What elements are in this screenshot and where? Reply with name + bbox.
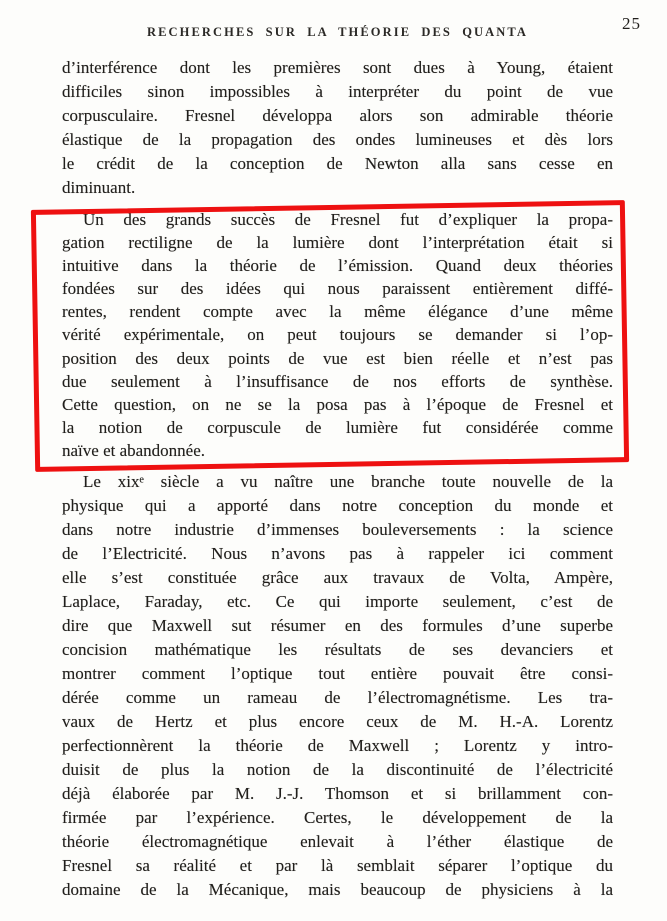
text-line: vaux de Hertz et plus encore ceux de M. H.-A. Lorentz: [62, 712, 613, 732]
text-line: d’interférence dont les premières sont dues à Young, étaient: [62, 58, 613, 77]
text-line: Fresnel sa réalité et par là semblait séparer l’optique du: [62, 856, 613, 876]
text-line: intuitive dans la théorie de l’émission. Quand deux théories: [62, 256, 613, 276]
text-line: physique qui a apporté dans notre conception du monde et: [62, 496, 613, 516]
paragraph-fresnel-success-boxed: [62, 208, 613, 462]
text-line: théorie électromagnétique enlevait à l’éther élastique de: [62, 832, 613, 852]
text-line: dans notre industrie d’immenses bouleversements : la science: [62, 520, 613, 540]
text-line: corpusculaire. Fresnel développa alors son admirable théorie: [62, 106, 613, 125]
text-line: perfectionnèrent la théorie de Maxwell ; Lorentz y intro-: [62, 736, 613, 756]
text-line: duisit de plus la notion de la discontinuité de l’électricité: [62, 760, 613, 780]
page-number: 25: [622, 14, 641, 33]
text-line: déjà élaborée par M. J.-J. Thomson et si brillamment con-: [62, 784, 613, 804]
running-title: RECHERCHES SUR LA THÉORIE DES QUANTA: [146, 25, 529, 39]
text-line: vérité expérimentale, on peut toujours se demander si l’op-: [62, 325, 613, 345]
running-head: [62, 23, 613, 41]
text-line: naïve et abandonnée.: [62, 440, 206, 460]
text-line: firmée par l’expérience. Certes, le développement de la: [62, 808, 613, 828]
text-line: dérée comme un rameau de l’électromagnétisme. Les tra-: [62, 688, 613, 708]
text-line: domaine de la Mécanique, mais beaucoup de physiciens à la: [62, 880, 613, 900]
paragraph-corpuscular-decline: [62, 56, 613, 200]
text-line: concision mathématique les résultats de ses devanciers et: [62, 640, 613, 660]
body-text: [62, 56, 613, 902]
paragraph-electricity-science: [62, 470, 613, 902]
text-line: rentes, rendent compte avec la même élégance d’une même: [62, 302, 613, 322]
text-line: Le xixᵉ siècle a vu naître une branche toute nouvelle de la: [83, 472, 613, 492]
text-line: Laplace, Faraday, etc. Ce qui importe seulement, c’est de: [62, 592, 613, 612]
text-line: dire que Maxwell sut résumer en des formules d’une superbe: [62, 616, 613, 636]
text-line: montrer comment l’optique tout entière pouvait être consi-: [62, 664, 613, 684]
text-line: difficiles sinon impossibles à interpréter du point de vue: [62, 82, 613, 101]
text-line: de l’Electricité. Nous n’avons pas à rappeler ici comment: [62, 544, 613, 564]
text-line: position des deux points de vue est bien réelle et n’est pas: [62, 348, 613, 368]
text-line: elle s’est constituée grâce aux travaux de Volta, Ampère,: [62, 568, 613, 588]
text-line: due seulement à l’insuffisance de nos efforts de synthèse.: [62, 371, 613, 391]
text-line: élastique de la propagation des ondes lumineuses et dès lors: [62, 130, 613, 149]
text-line: gation rectiligne de la lumière dont l’interprétation était si: [62, 233, 613, 253]
text-line: Un des grands succès de Fresnel fut d’expliquer la propa-: [83, 210, 613, 229]
text-line: la notion de corpuscule de lumière fut considérée comme: [62, 417, 613, 437]
text-line: le crédit de la conception de Newton alla sans cesse en: [62, 154, 613, 173]
text-line: diminuant.: [62, 178, 136, 197]
text-line: Cette question, on ne se la posa pas à l’époque de Fresnel et: [62, 394, 613, 414]
text-line: fondées sur des idées qui nous paraissent entièrement diffé-: [62, 279, 613, 299]
